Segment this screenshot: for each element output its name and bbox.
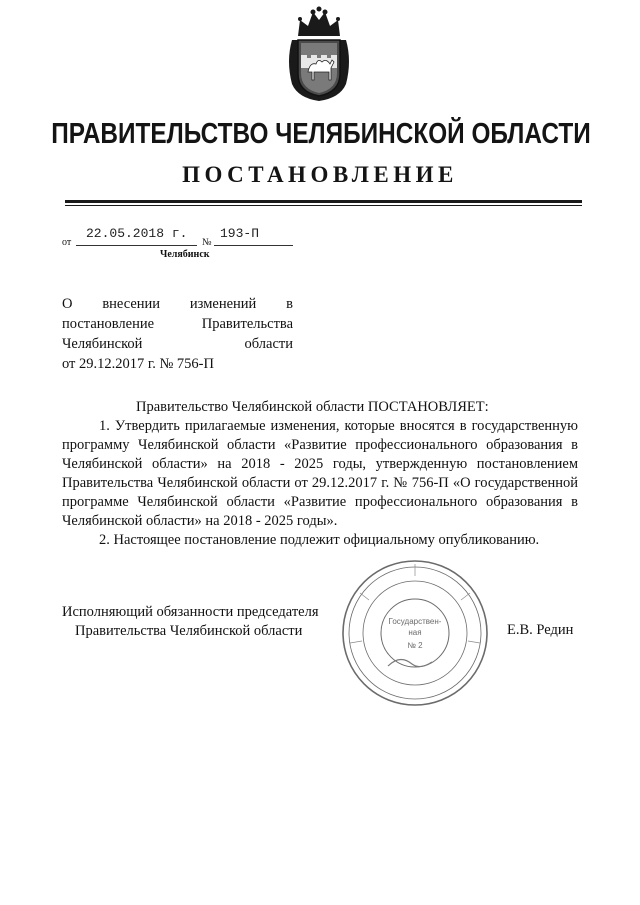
- header-rule-thick: [65, 200, 582, 203]
- body-paragraph-1: 1. Утвердить прилагаемые изменения, которые вносятся в государственную программу Челябинской области «Развитие профессионального образования в Челябинской области» на 2018 - 2025 годы, утвержденную постановлением Правительства Челябинской области от 29.12.2017 г. № 756-П «О государственной программе Челябинской области «Развитие профессионального образования в Челябинской области» на 2018 - 2025 годы».: [62, 418, 578, 529]
- official-seal-stamp: [340, 558, 490, 708]
- position-line: Правительства Челябинской области: [75, 623, 303, 639]
- chelyabinsk-coat-of-arms-icon: [284, 6, 354, 102]
- number-underline: [214, 245, 293, 246]
- organization-title: ПРАВИТЕЛЬСТВО ЧЕЛЯБИНСКОЙ ОБЛАСТИ: [51, 118, 591, 150]
- signatory-position: [62, 603, 319, 641]
- document-date: 22.05.2018 г.: [86, 226, 188, 241]
- seal-center-line: Государствен-: [388, 617, 442, 626]
- document-city: Челябинск: [160, 249, 210, 260]
- position-line: Исполняющий обязанности председателя: [62, 604, 319, 620]
- body-intro: Правительство Челябинской области ПОСТАНОВЛЯЕТ:: [136, 399, 489, 415]
- subject-line: постановление Правительства: [62, 316, 293, 332]
- document-body: [62, 398, 578, 550]
- header-rule-thin: [65, 205, 582, 206]
- date-underline: [76, 245, 197, 246]
- number-prefix: №: [202, 237, 212, 248]
- subject-line: от 29.12.2017 г. № 756-П: [62, 356, 214, 372]
- document-number: 193-П: [220, 226, 260, 241]
- subject-line: Челябинской области: [62, 336, 293, 352]
- seal-center-line: ная: [408, 628, 422, 637]
- subject-line: О внесении изменений в: [62, 296, 293, 312]
- seal-center-line: № 2: [407, 641, 423, 650]
- signatory-name: Е.В. Редин: [507, 622, 574, 638]
- handwritten-signature-mark: [388, 659, 432, 666]
- body-paragraph-2: 2. Настоящее постановление подлежит официальному опубликованию.: [99, 532, 540, 548]
- document-subject: [62, 294, 293, 374]
- document-type-title: ПОСТАНОВЛЕНИЕ: [182, 162, 458, 187]
- date-prefix: от: [62, 237, 72, 248]
